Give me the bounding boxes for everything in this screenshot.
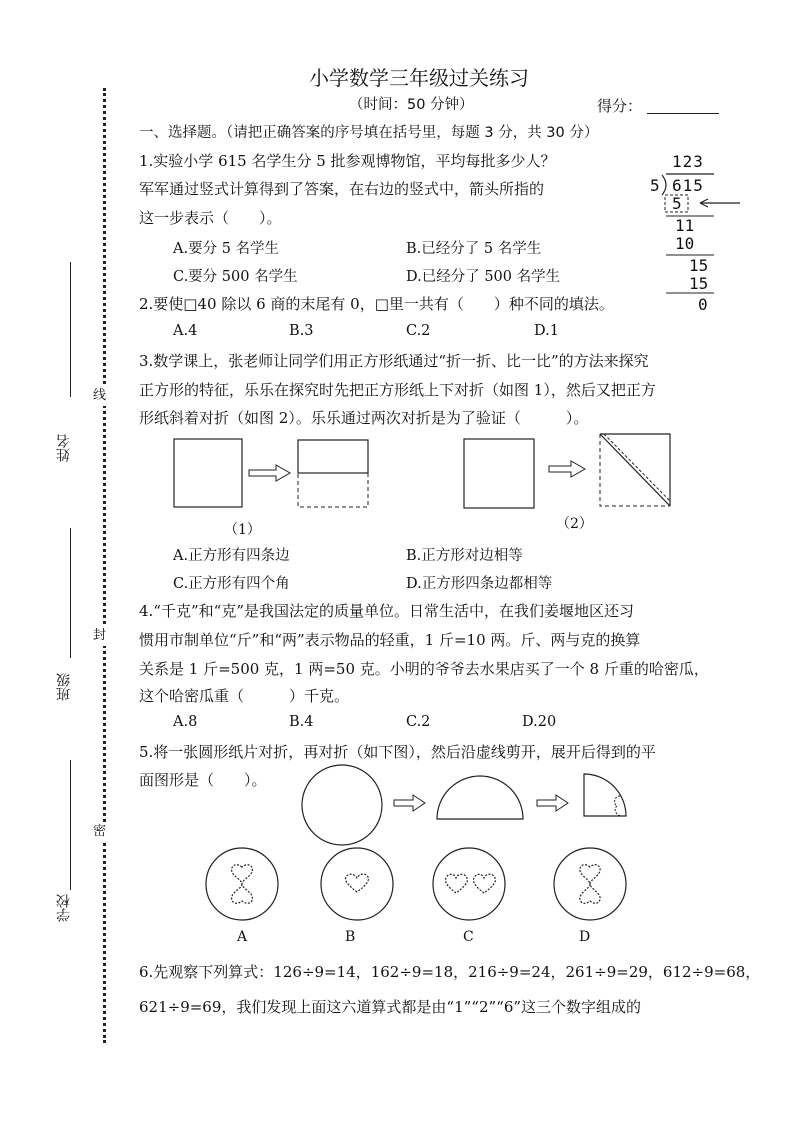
q3-line1: 3.数学课上，张老师让同学们用正方形纸通过“折一折、比一比”的方法来探究 — [139, 352, 649, 370]
q1-line3: 这一步表示（ ）。 — [139, 209, 282, 227]
q4-line3: 关系是 1 斤=500 克，1 两=50 克。小明的爷爷去水果店买了一个 8 斤重的哈密瓜， — [139, 660, 709, 678]
page-title: 小学数学三年级过关练习 — [309, 66, 529, 90]
q3-line3: 形纸斜着对折（如图 2）。乐乐通过两次对折是为了验证（ ）。 — [139, 409, 589, 427]
q3-figure1-label: （1） — [224, 522, 261, 538]
section1-heading: 一、选择题。（请把正确答案的序号填在括号里，每题 3 分，共 30 分） — [139, 125, 599, 141]
school-label: 学校 — [56, 894, 72, 922]
q3-option-d[interactable]: D.正方形四条边都相等 — [406, 576, 553, 592]
q6-line2: 621÷9=69，我们发现上面这六道算式都是由“1”“2”“6”这三个数字组成的 — [139, 998, 642, 1016]
q2-option-b[interactable]: B.3 — [289, 323, 314, 339]
q3-option-a[interactable]: A.正方形有四条边 — [173, 548, 290, 564]
class-label: 班级 — [56, 673, 72, 701]
q4-line4: 这个哈密瓜重（ ）千克。 — [139, 687, 350, 705]
q3-figure2-label: （2） — [556, 516, 593, 532]
division-boxed-step: 5 — [672, 194, 682, 213]
division-step3a: 15 — [689, 256, 709, 275]
q1-line2: 军军通过竖式计算得到了答案，在右边的竖式中，箭头所指的 — [139, 180, 545, 198]
q3-line2: 正方形的特征，乐乐在探究时先把正方形纸上下对折（如图 1），然后又把正方 — [139, 381, 656, 399]
name-label: 姓名 — [56, 434, 72, 462]
q1-option-c[interactable]: C.要分 500 名学生 — [173, 269, 298, 285]
division-remainder: 0 — [698, 295, 708, 314]
q5-choice-c-label[interactable]: C — [463, 929, 474, 945]
division-divisor: 5 — [650, 176, 660, 195]
q2-option-d[interactable]: D.1 — [534, 323, 559, 339]
q2-text: 2.要使□40 除以 6 商的末尾有 0，□里一共有（ ）种不同的填法。 — [139, 295, 614, 313]
q5-choice-d-label[interactable]: D — [579, 929, 591, 945]
division-step2b: 10 — [675, 234, 695, 253]
q2-option-c[interactable]: C.2 — [406, 323, 431, 339]
q1-option-b[interactable]: B.已经分了 5 名学生 — [406, 241, 542, 257]
q4-line2: 惯用市制单位“斤”和“两”表示物品的轻重，1 斤=10 两。斤、两与克的换算 — [139, 631, 641, 649]
q4-option-b[interactable]: B.4 — [289, 714, 314, 730]
seal-char-xian: 线 — [93, 386, 106, 406]
q2-option-a[interactable]: A.4 — [173, 323, 198, 339]
division-quotient: 123 — [672, 152, 704, 171]
q1-option-a[interactable]: A.要分 5 名学生 — [173, 241, 280, 257]
q3-option-c[interactable]: C.正方形有四个角 — [173, 576, 290, 592]
seal-char-mi: 密 — [93, 822, 106, 842]
division-step2a: 11 — [675, 216, 695, 235]
q1-option-d[interactable]: D.已经分了 500 名学生 — [406, 269, 561, 285]
time-note: （时间：50 分钟） — [349, 97, 474, 113]
q1-line1: 1.实验小学 615 名学生分 5 批参观博物馆，平均每批多少人？ — [139, 152, 556, 170]
q3-option-b[interactable]: B.正方形对边相等 — [406, 548, 523, 564]
q5-line1: 5.将一张圆形纸片对折，再对折（如下图），然后沿虚线剪开，展开后得到的平 — [139, 743, 656, 761]
score-label: 得分： — [597, 97, 643, 115]
q6-line1: 6.先观察下列算式：126÷9=14，162÷9=18，216÷9=24，261÷9=29，612÷9=68， — [139, 963, 761, 981]
q5-line2: 面图形是（ ）。 — [139, 771, 267, 789]
q4-option-a[interactable]: A.8 — [173, 714, 198, 730]
division-dividend: 615 — [672, 176, 704, 195]
seal-char-feng: 封 — [93, 626, 106, 646]
q4-line1: 4.“千克”和“克”是我国法定的质量单位。日常生活中，在我们姜堰地区还习 — [139, 602, 634, 620]
q4-option-c[interactable]: C.2 — [406, 714, 431, 730]
q5-choice-b-label[interactable]: B — [345, 929, 356, 945]
division-step3b: 15 — [689, 274, 709, 293]
q5-choice-a-label[interactable]: A — [237, 929, 248, 945]
q4-option-d[interactable]: D.20 — [522, 714, 557, 730]
